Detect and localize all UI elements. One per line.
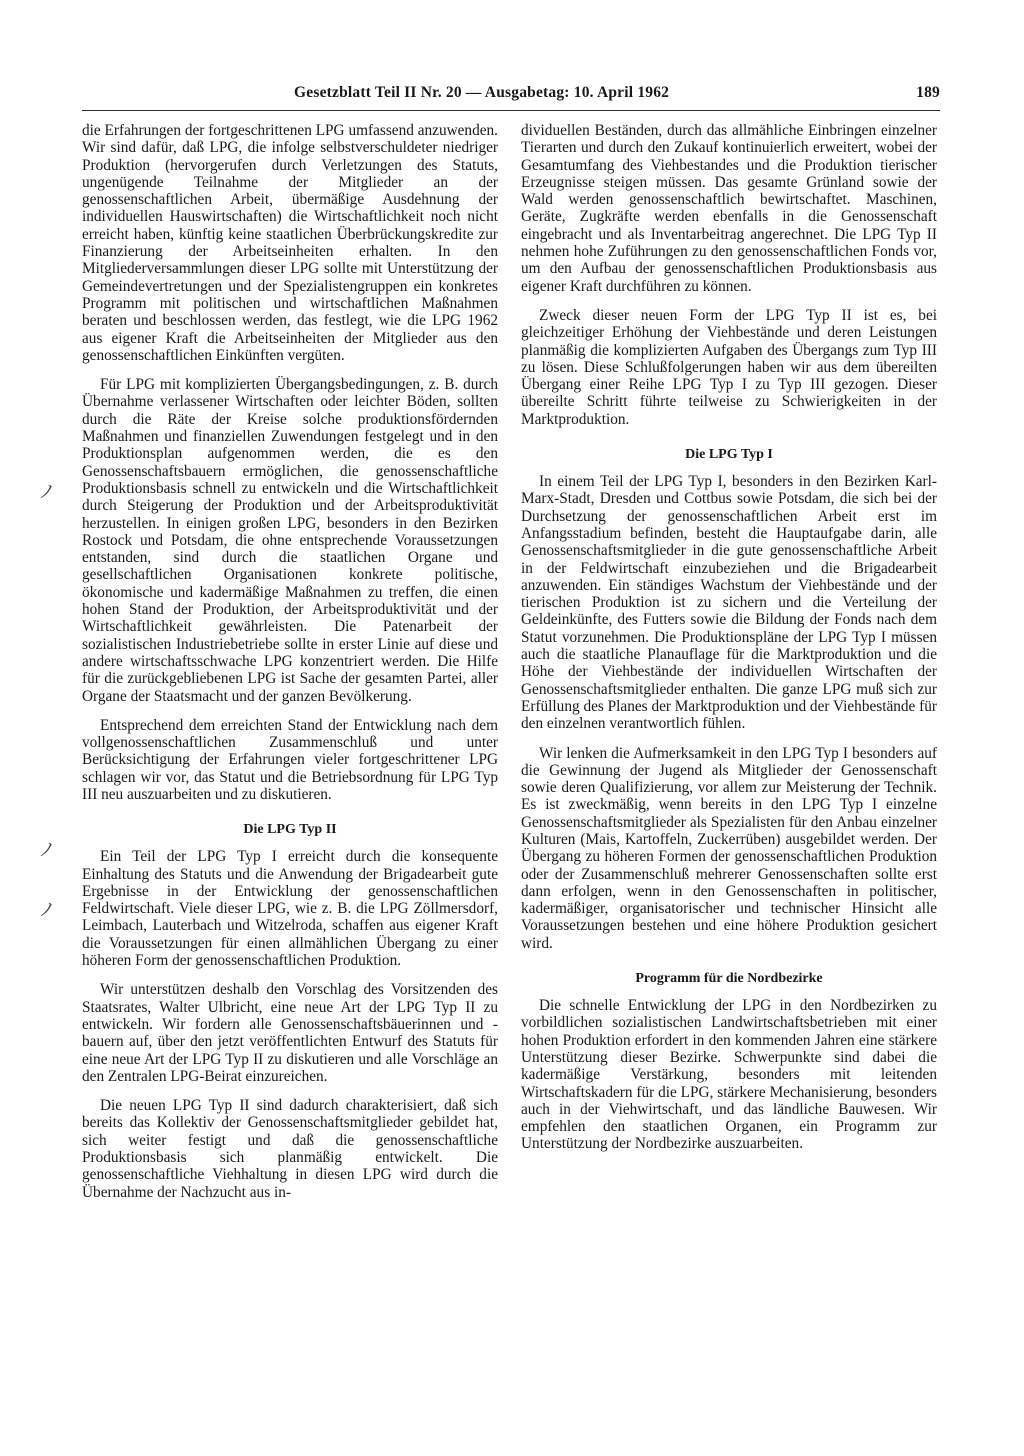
header-title: Gesetzblatt Teil II Nr. 20 — Ausgabetag: 10. April 1962: [294, 84, 670, 101]
right-column: [521, 122, 937, 1165]
paragraph: Die schnelle Entwicklung der LPG in den Nordbezirken zu vorbildlichen sozialistischen Landwirtschaftsbetrieben mit einer hohen Produktion erfordert in den kommenden Jahren eine stärkere Unterstützung dieser Bezirke. Schwerpunkte sind dabei die kadermäßige Verstärkung, besonders mit leitenden Wirtschaftskadern für die LPG, stärkere Mechanisierung, besonders auch in der Viehwirtschaft, und das ländliche Bauwesen. Wir empfehlen den staatlichen Organen, ein Programm zur Unterstützung der Nordbezirke auszuarbeiten.: [521, 997, 937, 1153]
left-column: [82, 122, 498, 1213]
paragraph: Die neuen LPG Typ II sind dadurch charakterisiert, daß sich bereits das Kollektiv der Genossenschaftsmitglieder gebildet hat, sich weiter festigt und daß die genossenschaftliche Produktionsbasis sich planmäßig entwickelt. Die genossenschaftliche Viehhaltung in diesen LPG wird durch die Übernahme der Nachzucht aus in-: [82, 1097, 498, 1201]
section-heading: Die LPG Typ I: [685, 447, 773, 463]
margin-mark: ノ: [38, 482, 56, 502]
paragraph: Wir unterstützen deshalb den Vorschlag des Vorsitzenden des Staatsrates, Walter Ulbricht, eine neue Art der LPG Typ II zu entwickeln. Wir fordern alle Genossenschaftsbäuerinnen und -bauern auf, über den jetzt veröffentlichten Entwurf des Statuts für eine neue Art der LPG Typ II zu diskutieren und alle Vorschläge an den Zentralen LPG-Beirat einzureichen.: [82, 981, 498, 1085]
paragraph: Für LPG mit komplizierten Übergangsbedingungen, z. B. durch Übernahme verlassener Wirtschaften oder leichter Böden, sollten durch die Räte der Kreise solche produktionsfördernden Maßnahmen und finanziellen Zuwendungen festgelegt und in den Produktionsplan aufgenommen werden, die es den Genossenschaftsbauern ermöglichen, die genossenschaftliche Produktionsbasis schnell zu entwickeln und die Wirtschaftlichkeit durch Steigerung der Produktion und der Arbeitsproduktivität herzustellen. In einigen großen LPG, besonders in den Bezirken Rostock und Potsdam, die ohne entsprechende Voraussetzungen entstanden, sind durch die staatlichen Organe und gesellschaftlichen Organisationen konkrete politische, ökonomische und kadermäßige Maßnahmen zu treffen, die einen hohen Stand der Produktion, der Arbeitsproduktivität und der Wirtschaftlichkeit gewährleisten. Die Patenarbeit der sozialistischen Industriebetriebe sollte in erster Linie auf diese und andere wirtschaftsschwache LPG konzentriert werden. Die Hilfe für die zurückgebliebenen LPG ist Sache der gesamten Partei, aller Organe der Staatsmacht und der ganzen Bevölkerung.: [82, 376, 498, 705]
paragraph: Entsprechend dem erreichten Stand der Entwicklung nach dem vollgenossenschaftlichen Zusammenschluß und unter Berücksichtigung der Erfahrungen vieler fortgeschrittener LPG schlagen wir vor, das Statut und die Betriebsordnung für LPG Typ III neu auszuarbeiten und zu diskutieren.: [82, 716, 498, 803]
margin-mark: ノ: [38, 840, 56, 860]
section-heading: Programm für die Nordbezirke: [635, 971, 823, 987]
header-rule: [82, 110, 940, 111]
paragraph: Wir lenken die Aufmerksamkeit in den LPG Typ I besonders auf die Gewinnung der Jugend als Mitglieder der Genossenschaft sowie deren Qualifizierung, vor allem zur Meisterung der Technik. Es ist zweckmäßig, wenn bereits in den LPG Typ I einzelne Genossenschaftsmitglieder als Spezialisten für den Anbau einzelner Kulturen (Mais, Kartoffeln, Zuckerrüben) ausgebildet werden. Der Übergang zu höheren Formen der genossenschaftlichen Produktion oder der Zusammenschluß mehrerer Genossenschaften sollte erst dann erfolgen, wenn in den Genossenschaften in politischer, kadermäßiger, organisatorischer und technischer Hinsicht alle Voraussetzungen bestehen und eine höhere Produktion gesichert wird.: [521, 744, 937, 952]
margin-mark: ノ: [38, 900, 56, 920]
page-number: 189: [916, 84, 940, 101]
running-header: [82, 84, 940, 106]
paragraph: Zweck dieser neuen Form der LPG Typ II ist es, bei gleichzeitiger Erhöhung der Viehbestände und deren Leistungen planmäßig die komplizierten Aufgaben des Übergangs zum Typ III zu lösen. Diese Schlußfolgerungen haben wir aus dem übereilten Übergang einer Reihe LPG Typ I zu Typ III gezogen. Dieser übereilte Schritt führte teilweise zu Schwierigkeiten in der Marktproduktion.: [521, 306, 937, 428]
section-heading: Die LPG Typ II: [243, 822, 337, 838]
paragraph: In einem Teil der LPG Typ I, besonders in den Bezirken Karl-Marx-Stadt, Dresden und Cottbus sowie Potsdam, die sich bei der Durchsetzung der genossenschaftlichen Arbeit erst im Anfangsstadium befinden, besteht die Hauptaufgabe darin, alle Genossenschaftsmitglieder in die gute genossenschaftliche Arbeit in der Feldwirtschaft einzubeziehen und die Brigadearbeit anzuwenden. Ein ständiges Wachstum der Viehbestände und der tierischen Produktion ist zu sichern und die Verteilung der Geldeinkünfte, des Futters sowie die Bildung der Fonds nach dem Statut vorzunehmen. Die Produktionspläne der LPG Typ I müssen auch die staatliche Planauflage für die Marktproduktion und die Höhe der Viehbestände der individuellen Wirtschaften der Genossenschaftsmitglieder enthalten. Die ganze LPG muß sich zur Erfüllung des Planes der Marktproduktion und der Viehbestände für den einzelnen verantwortlich fühlen.: [521, 473, 937, 733]
paragraph: dividuellen Beständen, durch das allmähliche Einbringen einzelner Tierarten und durch den Zukauf kontinuierlich erweitert, wobei der Gesamtumfang des Viehbestandes und die Produktion tierischer Erzeugnisse steigen müssen. Das gesamte Grünland sowie der Wald werden genossenschaftlich bewirtschaftet. Maschinen, Geräte, Zugkräfte werden ebenfalls in die Genossenschaft eingebracht und als Inventarbeitrag angerechnet. Die LPG Typ II nehmen hohe Zuführungen zu den genossenschaftlichen Fonds vor, um den Aufbau der genossenschaftlichen Produktionsbasis aus eigener Kraft durchführen zu können.: [521, 122, 937, 295]
paragraph: die Erfahrungen der fortgeschrittenen LPG umfassend anzuwenden. Wir sind dafür, daß LPG, die infolge selbstverschuldeter niedriger Produktion (hervorgerufen durch Verletzungen des Statuts, ungenügende Teilnahme der Mitglieder an der genossenschaftlichen Arbeit, übermäßige Ausdehnung der individuellen Hauswirtschaften) die Wirtschaftlichkeit noch nicht erreicht haben, künftig keine staatlichen Überbrückungskredite zur Finanzierung der Arbeitseinheiten erhalten. In den Mitgliederversammlungen dieser LPG sollte mit Unterstützung der Gemeindevertretungen und der Spezialistengruppen ein konkretes Programm mit politischen und wirtschaftlichen Maßnahmen beraten und beschlossen werden, das festlegt, wie die LPG 1962 aus eigener Kraft die Arbeitseinheiten der Mitglieder aus den genossenschaftlichen Einkünften vergüten.: [82, 122, 498, 364]
paragraph: Ein Teil der LPG Typ I erreicht durch die konsequente Einhaltung des Statuts und die Anwendung der Brigadearbeit gute Ergebnisse in der Entwicklung der genossenschaftlichen Feldwirtschaft. Viele dieser LPG, wie z. B. die LPG Zöllmersdorf, Leimbach, Lauterbach und Witzelroda, schaffen aus eigener Kraft die Voraussetzungen für einen allmählichen Übergang zu einer höheren Form der genossenschaftlichen Produktion.: [82, 848, 498, 970]
